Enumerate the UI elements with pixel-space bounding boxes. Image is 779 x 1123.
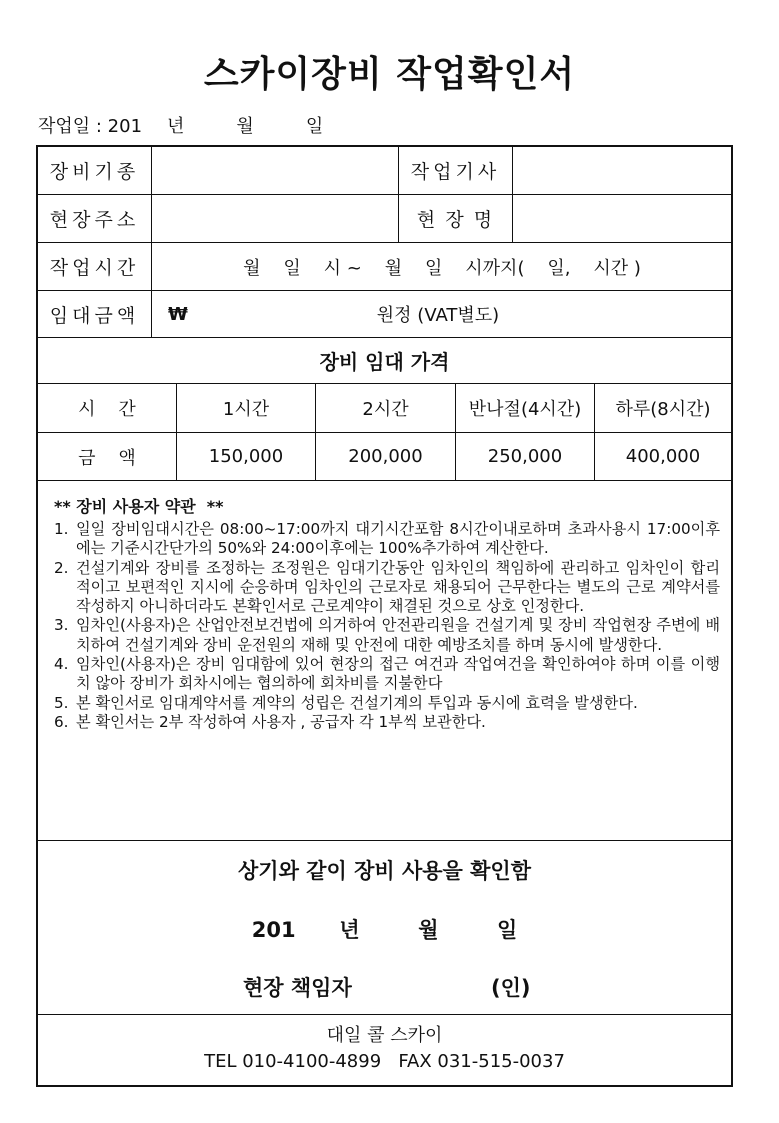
work-date-year-unit: 년 (167, 116, 185, 137)
operator-label: 작업기사 (410, 161, 501, 183)
rental-amount-value[interactable]: 원정 (VAT별도) (376, 305, 500, 326)
column-divider (512, 147, 513, 242)
price-column-half-day: 반나절(4시간) (468, 399, 582, 420)
section-divider (38, 840, 731, 841)
work-confirmation-form (36, 145, 733, 1087)
site-address-value[interactable] (153, 195, 397, 242)
confirmation-date-line: 201 년 월 일 (251, 918, 518, 942)
work-date-label: 작업일 : 201 (38, 116, 143, 137)
terms-item (54, 616, 720, 655)
terms-item-number: 3. (54, 616, 69, 635)
work-time-value[interactable]: 월 일 시 ~ 월 일 시까지( 일, 시간 ) (243, 257, 641, 279)
price-value-1-hour: 150,000 (208, 446, 284, 467)
operator-value[interactable] (514, 147, 731, 194)
site-manager-label: 현장 책임자 (243, 976, 352, 1000)
terms-item-text: 본 확인서는 2부 작성하여 사용자 , 공급자 각 1부씩 보관한다. (76, 712, 486, 731)
terms-item (54, 520, 720, 559)
rental-amount-label: 임대금액 (49, 304, 140, 327)
terms-item-text: 임차인(사용자)은 산업안전보건법에 의거하여 안전관리원을 건설기계 및 장비 작업현장 주변에 배치하여 건설기계와 장비 운전원의 재해 및 안전에 대한 예방조치를 하며 동시에 발생한다. (76, 616, 720, 654)
rental-price-heading: 장비 임대 가격 (319, 350, 450, 374)
amount-row-label: 금 액 (78, 447, 136, 469)
terms-item-text: 임차인(사용자)은 장비 임대함에 있어 현장의 접근 여건과 작업여건을 확인하여야 하며 이를 이행치 않아 장비가 회차시에는 협의하에 회차비를 지불한다 (76, 655, 720, 693)
equipment-type-value[interactable] (153, 147, 397, 194)
row-divider (38, 480, 731, 481)
document-title: 스카이장비 작업확인서 (203, 54, 576, 95)
section-divider (38, 1014, 731, 1015)
site-name-label: 현 장 명 (416, 209, 495, 231)
seal-mark: (인) (491, 976, 531, 1000)
terms-item-number: 2. (54, 558, 69, 577)
terms-item (54, 655, 720, 694)
work-date-month-unit: 월 (236, 116, 254, 137)
terms-item-text: 건설기계와 장비를 조정하는 조정원은 임대기간동안 임차인의 책임하에 관리하고 임차인이 합리적이고 보편적인 지시에 순응하며 임차인의 근로자로 채용되어 근무한다는 별도의 근로 계약서를 작성하지 아니하더라도 본확인서로 근로계약이 채결된 것으로 상호 인정한다. (76, 558, 720, 616)
company-contact: TEL 010-4100-4899 FAX 031-515-0037 (204, 1051, 565, 1072)
terms-item (54, 713, 720, 732)
site-name-value[interactable] (514, 195, 731, 242)
price-value-half-day: 250,000 (487, 446, 563, 467)
label-column-divider (151, 147, 152, 337)
time-header-label: 시 간 (78, 399, 136, 420)
work-time-label: 작업시간 (49, 257, 140, 279)
terms-list (54, 520, 720, 732)
site-address-label: 현장주소 (49, 209, 140, 231)
terms-item-number: 4. (54, 655, 69, 674)
price-column-1-hour: 1시간 (222, 399, 270, 420)
work-date-day-unit: 일 (305, 116, 324, 137)
company-name: 대일 콜 스카이 (326, 1025, 443, 1046)
terms-item (54, 694, 720, 713)
terms-item-text: 본 확인서로 임대계약서를 계약의 성립은 건설기계의 투입과 동시에 효력을 발생한다. (76, 693, 638, 712)
price-column-2-hours: 2시간 (362, 399, 409, 420)
equipment-type-label: 장비기종 (49, 161, 140, 183)
work-date-line (38, 112, 323, 138)
terms-heading: ** 장비 사용자 약관 ** (54, 497, 224, 516)
terms-item-text: 일일 장비임대시간은 08:00~17:00까지 대기시간포함 8시간이내로하며 초과사용시 17:00이후에는 기준시간단가의 50%와 24:00이후에는 100%추가하여 계산한다. (76, 520, 720, 558)
price-value-2-hours: 200,000 (348, 446, 423, 467)
confirmation-statement: 상기와 같이 장비 사용을 확인함 (238, 859, 531, 883)
terms-item-number: 5. (54, 693, 69, 712)
price-value-full-day: 400,000 (625, 446, 701, 467)
currency-symbol: ₩ (168, 303, 188, 325)
price-column-full-day: 하루(8시간) (615, 399, 711, 420)
terms-item-number: 6. (54, 712, 69, 731)
terms-item (54, 559, 720, 617)
terms-item-number: 1. (54, 520, 69, 538)
